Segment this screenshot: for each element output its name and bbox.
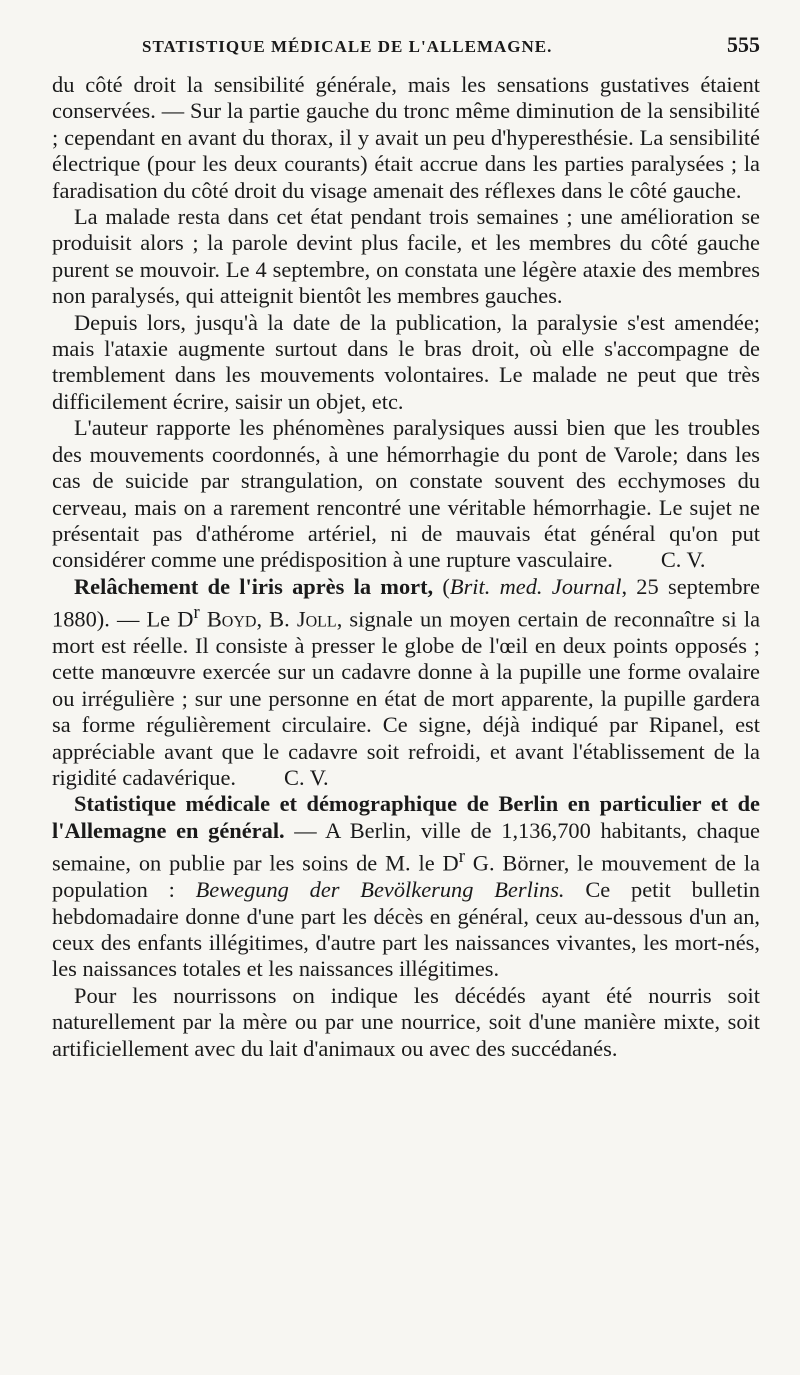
running-title: STATISTIQUE MÉDICALE DE L'ALLEMAGNE. [142, 37, 553, 56]
bulletin-title: Bewegung der Bevölkerung Berlins. [195, 877, 565, 903]
dr-superscript: r [458, 846, 465, 868]
article-heading: Statistique médicale et démographique de Berlin en particulier et de l'Allemagne en général. [52, 791, 760, 843]
paragraph [52, 310, 760, 416]
article-heading: Relâchement de l'iris après la mort, [74, 573, 434, 599]
paragraph [52, 983, 760, 1062]
paragraph-text: L'auteur rapporte les phénomènes paralysiques aussi bien que les troubles des mouvements coordonnés, à une hémorrhagie du pont de Varole; dans les cas de suicide par strangulation, on constate souvent des ecchymoses du cerveau, mais on a rarement rencontré une véritable hémorrhagie. Le sujet ne présentait pas d'athérome artériel, ni de mauvais état général qu'on put considérer comme une prédisposition à une rupture vasculaire. [52, 415, 760, 573]
author-initials: C. V. [284, 765, 329, 791]
paragraph-text: G. Börner, le mouvement de la population : [52, 850, 760, 903]
ref-date: , 25 septembre 1880). — Le D [52, 573, 760, 632]
dr-superscript: r [193, 602, 200, 624]
paragraph-text: — A Berlin, ville de 1,136,700 habitants, chaque semaine, on publie par les soins de M. le D [52, 817, 760, 876]
paragraph-continued [52, 72, 760, 204]
paragraph [52, 415, 760, 573]
author-initials: C. V. [660, 547, 706, 573]
author-separator: , B. [256, 606, 297, 632]
journal-name: Brit. med. Journal [449, 573, 622, 599]
page-number: 555 [727, 32, 760, 57]
paragraph-text: Ce petit bulletin hebdomadaire donne d'une part les décès en général, ceux au-dessous d'un an, ceux des enfants illégitimes, d'autre part les naissances vivantes, les mort-nés, les naissances totales et les naissances illégitimes. [52, 877, 760, 982]
paragraph-text: La malade resta dans cet état pendant trois semaines ; une amélioration se produisit alors ; la parole devint plus facile, et les membres du côté gauche purent se mouvoir. Le 4 septembre, on constata une légère ataxie des membres non paralysés, qui atteignit bientôt les membres gauches. [52, 204, 760, 309]
article-berlin [52, 791, 760, 982]
paragraph-text: , signale un moyen certain de reconnaître si la mort est réelle. Il consiste à presser le globe de l'œil en deux points opposés ; cette manœuvre exercée sur un cadavre donne à la pupille une forme ovalaire ou irrégulière ; sur une personne en état de mort apparente, la pupille gardera sa forme régulièrement circulaire. Ce signe, déjà indiqué par Ripanel, est appréciable avant que le cadavre soit refroidi, et avant l'établissement de la rigidité cadavérique. [52, 606, 761, 791]
paragraph [52, 204, 760, 310]
paragraph-text: Depuis lors, jusqu'à la date de la publication, la paralysie s'est amendée; mais l'ataxie augmente surtout dans le bras droit, où elle s'accompagne de tremblement dans les mouvements volontaires. Le malade ne peut que très difficilement écrire, saisir un objet, etc. [52, 309, 760, 414]
paragraph-text: du côté droit la sensibilité générale, mais les sensations gustatives étaient conservées. — Sur la partie gauche du tronc même diminution de la sensibilité ; cependant en avant du thorax, il y avait un peu d'hyperesthésie. La sensibilité électrique (pour les deux courants) était accrue dans les parties paralysées ; la faradisation du côté droit du visage amenait des réflexes dans le côté gauche. [52, 72, 760, 203]
paragraph-text: Pour les nourrissons on indique les décédés ayant été nourris soit naturellement par la mère ou par une nourrice, soit d'une manière mixte, soit artificiellement avec du lait d'animaux ou avec des succédanés. [52, 982, 760, 1061]
body-text [52, 72, 760, 1062]
author-name: Boyd [206, 606, 257, 632]
author-name: Joll [296, 606, 337, 632]
running-header [52, 32, 760, 72]
article-iris [52, 574, 760, 792]
ref-open: ( [442, 573, 450, 599]
